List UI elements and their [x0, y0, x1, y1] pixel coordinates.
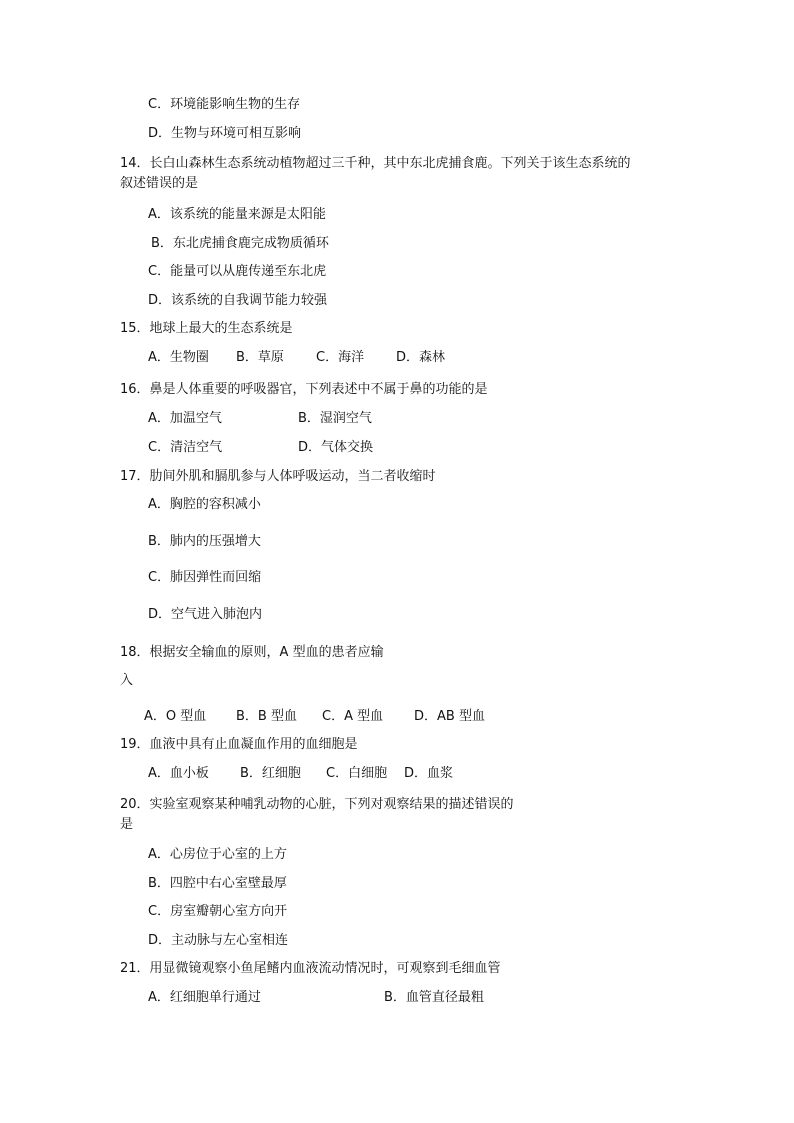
q17-option-b: B．肺内的压强增大: [148, 534, 261, 549]
q16-stem: 16．鼻是人体重要的呼吸器官，下列表述中不属于鼻的功能的是: [120, 382, 488, 397]
q14-option-c: C．能量可以从鹿传递至东北虎: [148, 264, 327, 279]
q18-option-a: A．O 型血: [144, 709, 207, 724]
q20-option-b: B．四腔中右心室壁最厚: [148, 876, 287, 891]
q18-stem: 18．根据安全输血的原则，A 型血的患者应输: [120, 645, 384, 660]
q16-option-a: A．加温空气: [148, 411, 222, 426]
q16-option-b: B．湿润空气: [298, 411, 372, 426]
q20-stem-cont: 是: [120, 817, 134, 832]
q21-option-a: A．红细胞单行通过: [148, 990, 261, 1005]
q13-option-d: D．生物与环境可相互影响: [148, 126, 302, 141]
q20-stem: 20．实验室观察某种哺乳动物的心脏，下列对观察结果的描述错误的: [120, 797, 514, 812]
q19-option-d: D．血浆: [404, 766, 454, 781]
q18-option-c: C．A 型血: [322, 709, 384, 724]
q17-option-d: D．空气进入肺泡内: [148, 607, 263, 622]
q15-option-d: D．森林: [396, 350, 446, 365]
q21-option-b: B．血管直径最粗: [384, 990, 484, 1005]
q14-option-d: D．该系统的自我调节能力较强: [148, 293, 328, 308]
q14-option-b: B．东北虎捕食鹿完成物质循环: [151, 236, 329, 251]
q18-option-b: B．B 型血: [236, 709, 297, 724]
q19-option-b: B．红细胞: [240, 766, 301, 781]
q17-stem: 17．肋间外肌和膈肌参与人体呼吸运动，当二者收缩时: [120, 469, 436, 484]
q19-stem: 19．血液中具有止血凝血作用的血细胞是: [120, 737, 358, 752]
q19-option-c: C．白细胞: [326, 766, 388, 781]
q16-option-d: D．气体交换: [298, 440, 374, 455]
q15-option-a: A．生物圈: [148, 350, 209, 365]
q15-option-b: B．草原: [236, 350, 284, 365]
q14-stem-cont: 叙述错误的是: [120, 176, 199, 191]
q18-stem-cont: 入: [120, 673, 134, 688]
q20-option-a: A．心房位于心室的上方: [148, 847, 287, 862]
q16-option-c: C．清洁空气: [148, 440, 223, 455]
q18-option-d: D．AB 型血: [414, 709, 485, 724]
q21-stem: 21．用显微镜观察小鱼尾鳍内血液流动情况时，可观察到毛细血管: [120, 961, 501, 976]
q14-stem: 14．长白山森林生态系统动植物超过三千种，其中东北虎捕食鹿。下列关于该生态系统的: [120, 156, 631, 171]
q17-option-a: A．胸腔的容积减小: [148, 497, 261, 512]
q19-option-a: A．血小板: [148, 766, 209, 781]
q17-option-c: C．肺因弹性而回缩: [148, 570, 262, 585]
q20-option-d: D．主动脉与左心室相连: [148, 933, 289, 948]
q14-option-a: A．该系统的能量来源是太阳能: [148, 207, 326, 222]
q20-option-c: C．房室瓣朝心室方向开: [148, 904, 288, 919]
q15-stem: 15．地球上最大的生态系统是: [120, 321, 293, 336]
q13-option-c: C．环境能影响生物的生存: [148, 97, 301, 112]
q15-option-c: C．海洋: [316, 350, 365, 365]
